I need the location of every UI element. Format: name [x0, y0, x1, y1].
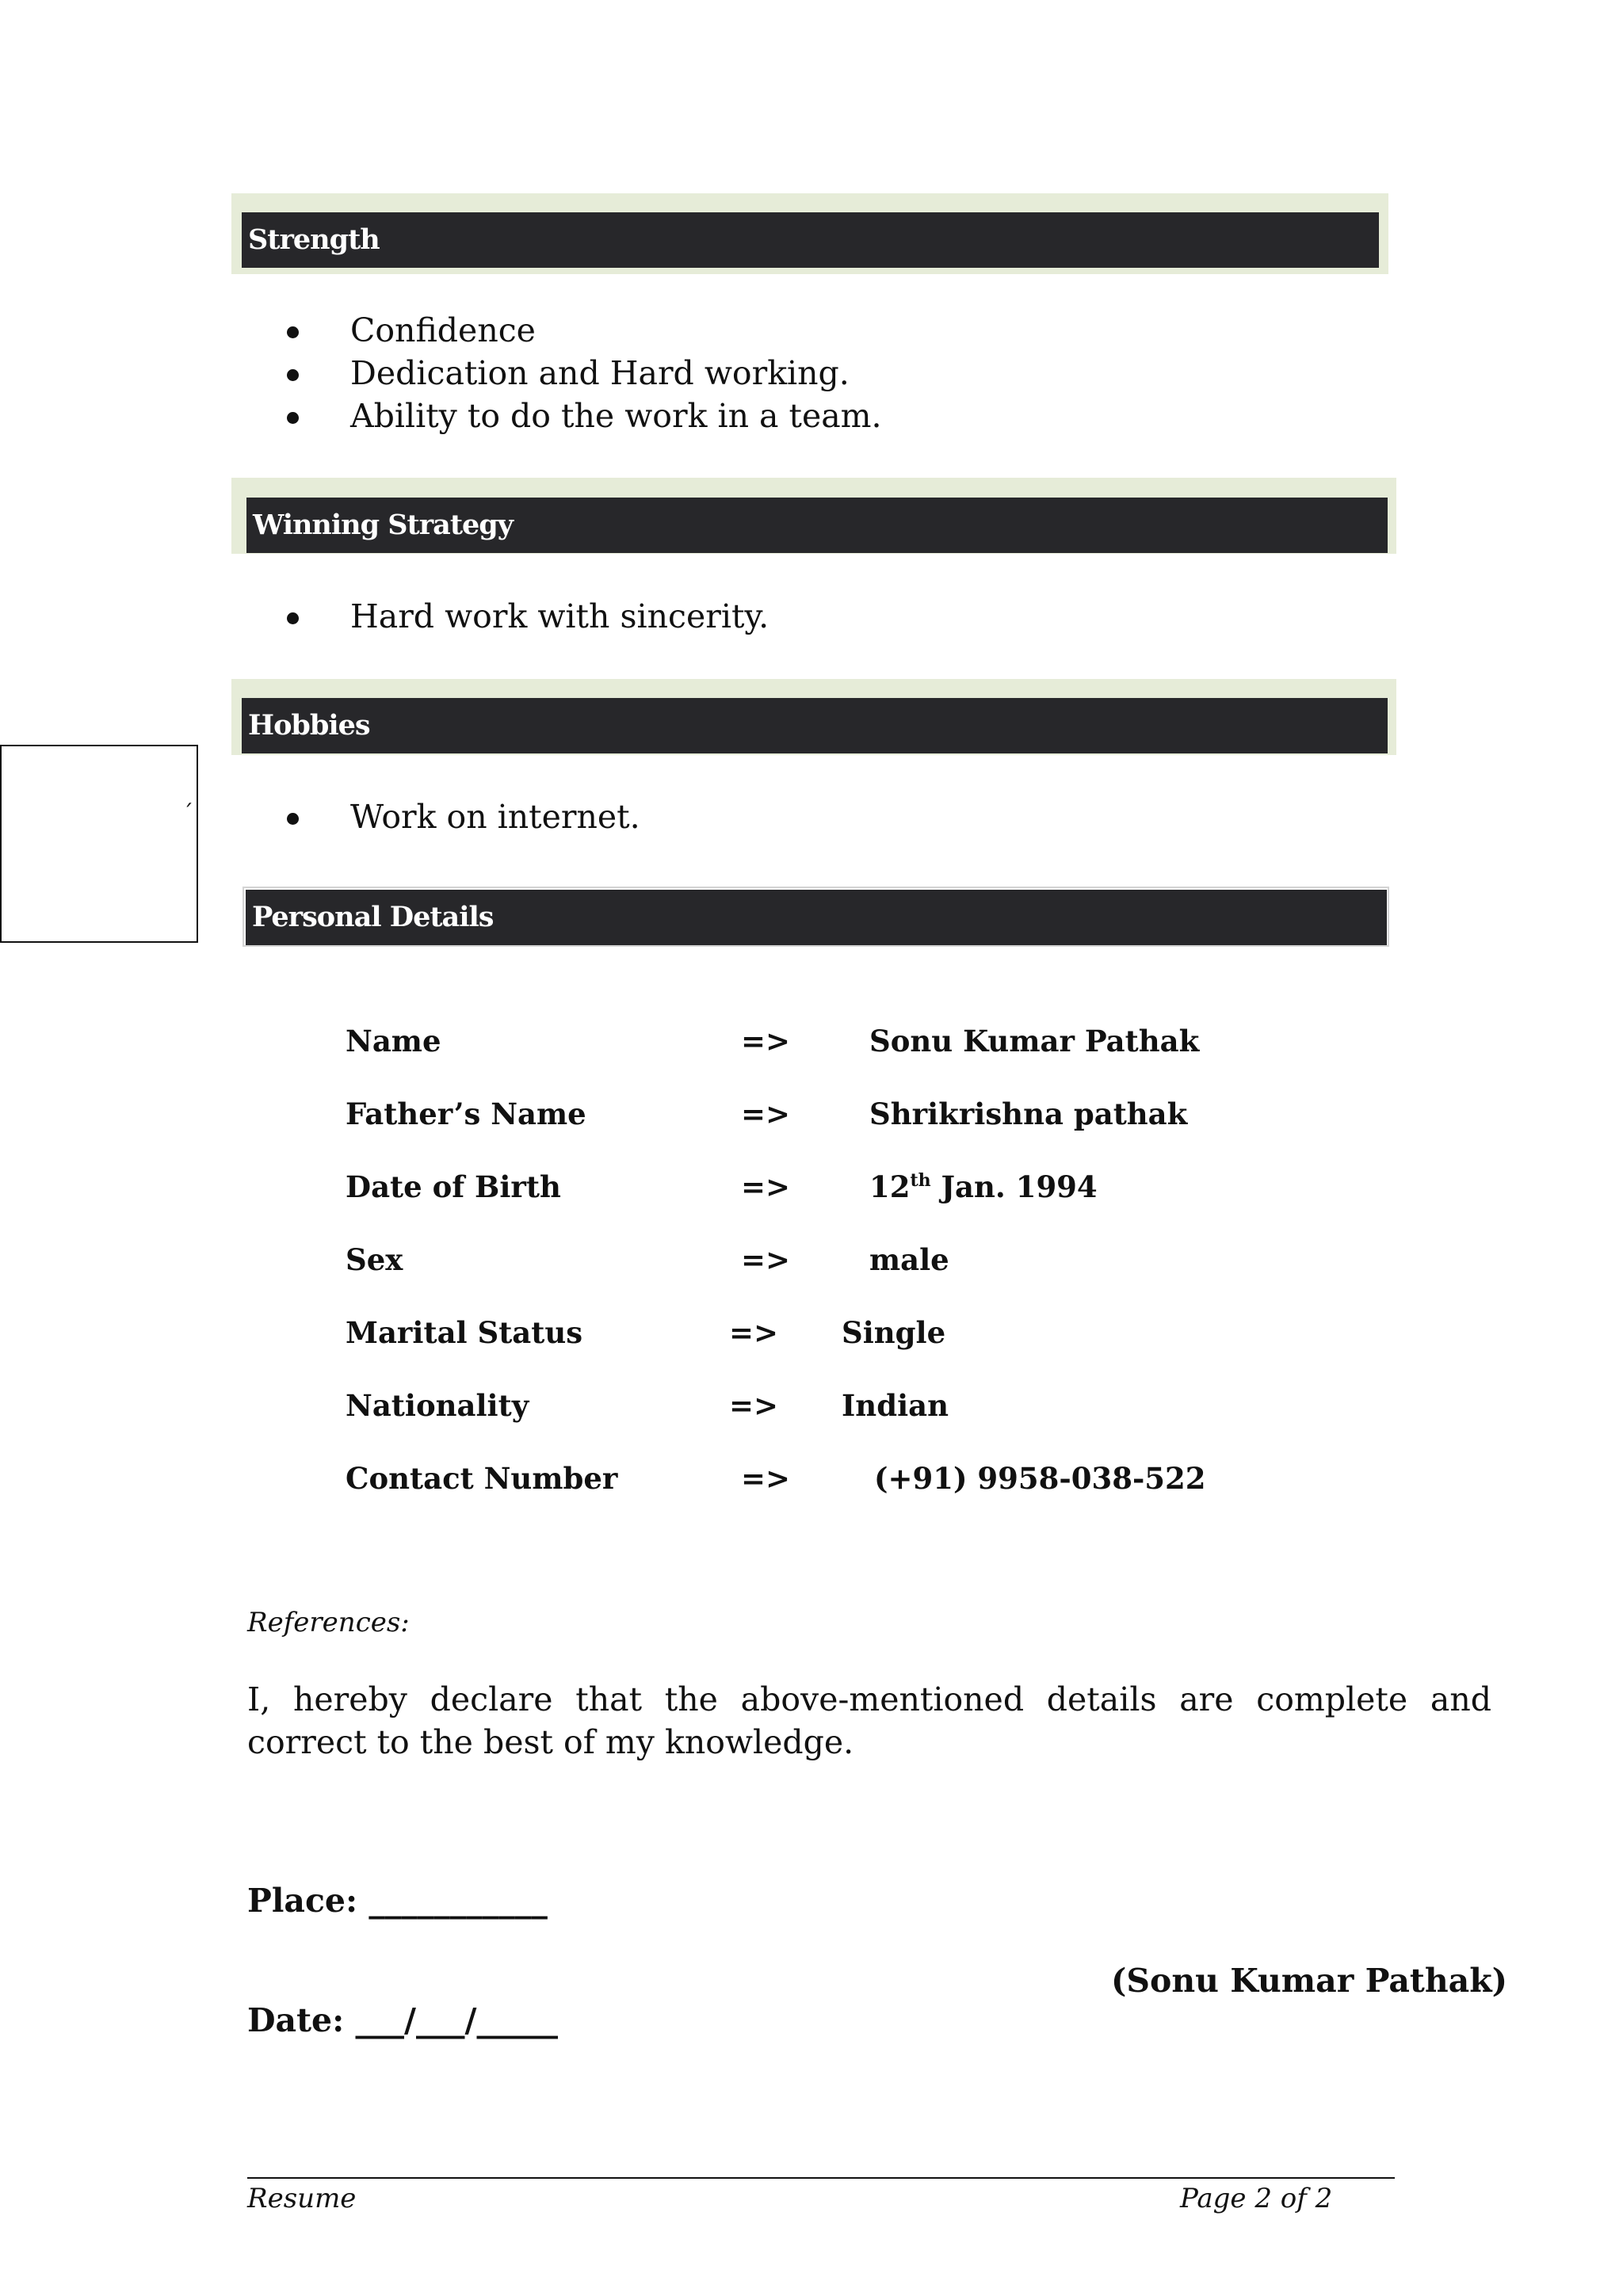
place-line: Place: ___________: [247, 1882, 548, 1920]
detail-arrow: =>: [741, 1097, 791, 1131]
detail-value: Single: [842, 1315, 946, 1350]
references-label: References:: [247, 1607, 410, 1638]
bullet-icon: [287, 813, 299, 825]
detail-arrow: =>: [729, 1388, 779, 1423]
bullet-icon: [287, 369, 299, 381]
detail-arrow: =>: [741, 1461, 791, 1496]
detail-value: 12th Jan. 1994: [869, 1169, 1098, 1204]
detail-label: Name: [346, 1024, 441, 1058]
detail-value: Sonu Kumar Pathak: [869, 1024, 1200, 1058]
detail-value: (+91) 9958-038-522: [874, 1461, 1206, 1496]
bullet-icon: [287, 612, 299, 624]
detail-arrow: =>: [741, 1024, 791, 1058]
detail-label: Sex: [346, 1242, 403, 1277]
list-item: Dedication and Hard working.: [238, 352, 882, 395]
declaration-text: I, hereby declare that the above-mentioned details are complete and correct to the best of my knowledge.: [247, 1680, 1491, 1761]
detail-label: Date of Birth: [346, 1169, 561, 1204]
detail-label: Contact Number: [346, 1461, 618, 1496]
winning-strategy-header: Winning Strategy: [246, 498, 1388, 553]
detail-arrow: =>: [741, 1169, 791, 1204]
detail-label: Nationality: [346, 1388, 529, 1423]
hobbies-list: [238, 795, 640, 838]
strength-list: [238, 309, 882, 437]
signatory-name: (Sonu Kumar Pathak): [1111, 1962, 1508, 2000]
strength-header: Strength: [242, 212, 1379, 268]
list-item: Work on internet.: [238, 795, 640, 838]
date-line: Date: ___/___/_____: [247, 2001, 559, 2039]
hobbies-header: Hobbies: [242, 698, 1388, 753]
personal-details-header: Personal Details: [246, 890, 1387, 945]
detail-arrow: =>: [741, 1242, 791, 1277]
margin-box: [0, 745, 198, 943]
margin-mark: ´: [182, 800, 193, 826]
list-item: Hard work with sincerity.: [238, 595, 769, 638]
bullet-icon: [287, 412, 299, 424]
footer-rule: [247, 2177, 1395, 2179]
detail-value: Shrikrishna pathak: [869, 1097, 1188, 1131]
detail-value: male: [869, 1242, 949, 1277]
list-item: Confidence: [238, 309, 882, 352]
footer-left: Resume: [247, 2183, 357, 2214]
winning-strategy-list: [238, 595, 769, 638]
detail-arrow: =>: [729, 1315, 779, 1350]
detail-label: Father’s Name: [346, 1097, 586, 1131]
footer-page-number: Page 2 of 2: [1180, 2183, 1333, 2214]
bullet-icon: [287, 326, 299, 338]
list-item: Ability to do the work in a team.: [238, 395, 882, 437]
detail-label: Marital Status: [346, 1315, 583, 1350]
detail-value: Indian: [842, 1388, 949, 1423]
